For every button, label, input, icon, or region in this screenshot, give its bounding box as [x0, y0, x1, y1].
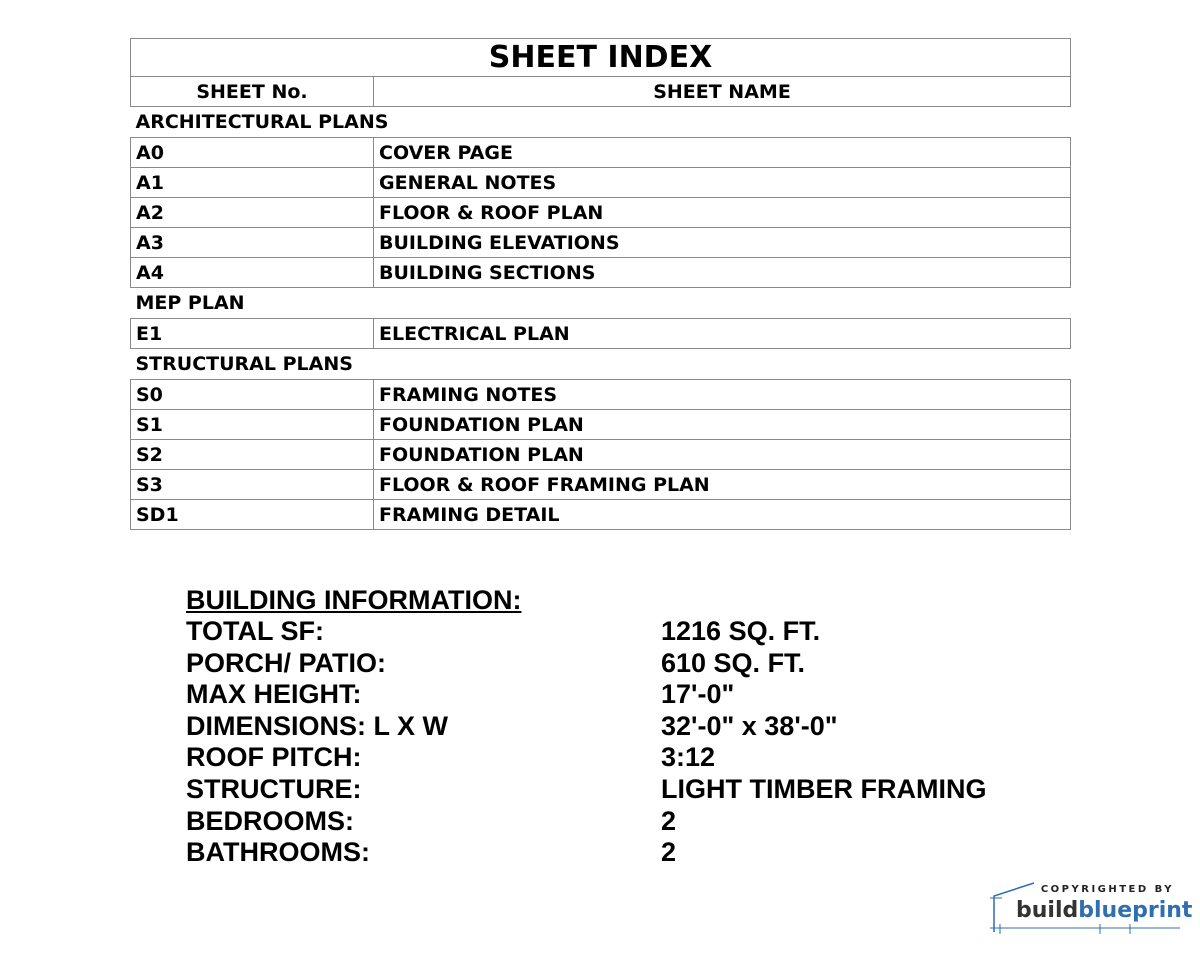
info-key: TOTAL SF: [186, 616, 324, 646]
sheet-number: S0 [131, 380, 374, 410]
info-key: STRUCTURE: [186, 773, 362, 804]
table-row [131, 380, 1071, 410]
sheet-number: A2 [131, 198, 374, 228]
copyright-logo [990, 880, 1193, 935]
logo-brand [1016, 898, 1192, 923]
sheet-number: A1 [131, 168, 374, 198]
info-row [186, 742, 1086, 774]
sheet-index-header-row [131, 77, 1071, 107]
group-label: ARCHITECTURAL PLANS [135, 111, 389, 133]
sheet-name: FLOOR & ROOF FRAMING PLAN [374, 470, 1071, 500]
info-value: 2 [661, 837, 677, 868]
info-value: 3:12 [661, 742, 716, 773]
info-row [186, 711, 1086, 743]
info-value: 17'-0" [661, 679, 735, 710]
info-row [186, 774, 1086, 806]
info-row [186, 679, 1086, 711]
building-information [186, 584, 1086, 869]
info-value: LIGHT TIMBER FRAMING [661, 773, 987, 804]
info-row [186, 616, 1086, 648]
info-row [186, 648, 1086, 680]
building-information-heading: BUILDING INFORMATION: [186, 585, 522, 615]
sheet-number: A4 [131, 258, 374, 288]
sheet-number: S2 [131, 440, 374, 470]
sheet-name: FRAMING NOTES [374, 380, 1071, 410]
table-row [131, 500, 1071, 530]
column-header-sheet-no: SHEET No. [131, 77, 374, 107]
info-key: DIMENSIONS: L X W [186, 710, 449, 741]
info-value: 2 [661, 805, 677, 836]
sheet-number: A3 [131, 228, 374, 258]
info-key: MAX HEIGHT: [186, 679, 362, 710]
logo-brand-build: build [1016, 898, 1079, 923]
group-row [131, 349, 1071, 380]
table-row [131, 198, 1071, 228]
info-key: ROOF PITCH: [186, 742, 362, 773]
sheet-name: FOUNDATION PLAN [374, 440, 1071, 470]
sheet-index-title-row [131, 39, 1071, 77]
sheet-name: BUILDING SECTIONS [374, 258, 1071, 288]
info-row [186, 837, 1086, 869]
info-key: PORCH/ PATIO: [186, 647, 386, 678]
table-row [131, 440, 1071, 470]
table-row [131, 138, 1071, 168]
sheet-index-title: SHEET INDEX [131, 39, 1071, 77]
group-label: STRUCTURAL PLANS [135, 353, 353, 375]
info-key: BATHROOMS: [186, 837, 370, 868]
sheet-name: FOUNDATION PLAN [374, 410, 1071, 440]
column-header-sheet-name: SHEET NAME [374, 77, 1071, 107]
table-row [131, 168, 1071, 198]
logo-brand-blueprint: blueprint [1078, 898, 1193, 923]
sheet-number: S3 [131, 470, 374, 500]
info-value: 610 SQ. FT. [661, 647, 806, 678]
sheet-number: A0 [131, 138, 374, 168]
table-row [131, 410, 1071, 440]
sheet-name: FRAMING DETAIL [374, 500, 1071, 530]
info-value: 1216 SQ. FT. [661, 616, 821, 646]
info-value: 32'-0" x 38'-0" [661, 710, 838, 741]
sheet-name: ELECTRICAL PLAN [374, 319, 1071, 349]
sheet-name: GENERAL NOTES [374, 168, 1071, 198]
table-row [131, 319, 1071, 349]
group-label: MEP PLAN [135, 292, 245, 314]
logo-tagline: COPYRIGHTED BY [1040, 884, 1174, 895]
table-row [131, 470, 1071, 500]
sheet-number: S1 [131, 410, 374, 440]
sheet-number: SD1 [131, 500, 374, 530]
sheet-name: FLOOR & ROOF PLAN [374, 198, 1071, 228]
info-row [186, 806, 1086, 838]
group-row [131, 107, 1071, 138]
sheet-name: BUILDING ELEVATIONS [374, 228, 1071, 258]
info-key: BEDROOMS: [186, 805, 354, 836]
table-row [131, 258, 1071, 288]
group-row [131, 288, 1071, 319]
table-row [131, 228, 1071, 258]
sheet-name: COVER PAGE [374, 138, 1071, 168]
sheet-index-table [130, 38, 1071, 530]
sheet-index-body [131, 39, 1071, 530]
sheet-number: E1 [131, 319, 374, 349]
